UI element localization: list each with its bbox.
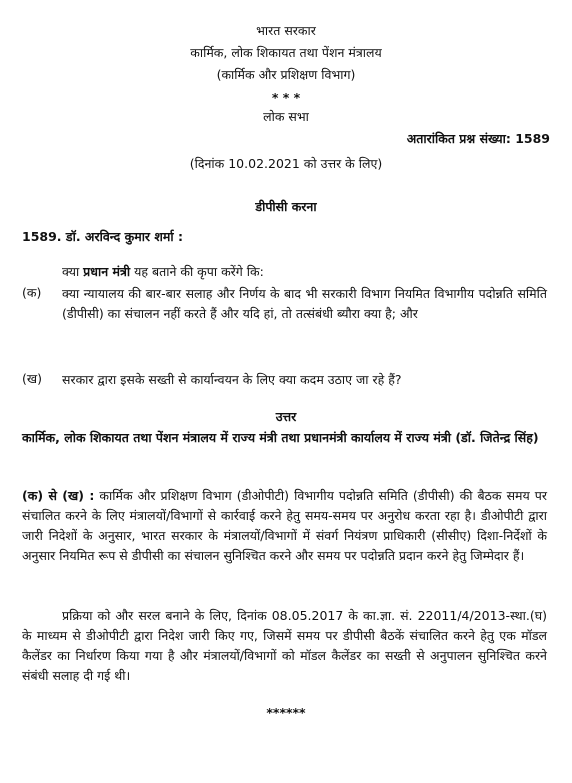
- subject-title: डीपीसी करना: [255, 199, 317, 214]
- item-text-ka: क्या न्यायालय की बार-बार सलाह और निर्णय के बाद भी सरकारी विभाग नियमित विभागीय पदोन्नति समिति (डीपीसी) का संचालन नहीं करते हैं और यदि हां, तो तत्संबंधी ब्यौरा क्या है; और: [62, 286, 547, 321]
- ministry-line: कार्मिक, लोक शिकायत तथा पेंशन मंत्रालय: [190, 45, 382, 60]
- item-label-kha: (ख): [22, 371, 42, 386]
- answer-heading: उत्तर: [275, 409, 297, 424]
- house-name: लोक सभा: [263, 109, 309, 124]
- govt-line: भारत सरकार: [256, 23, 316, 38]
- answer-date: (दिनांक 10.02.2021 को उत्तर के लिए): [189, 156, 383, 171]
- question-intro: क्या प्रधान मंत्री यह बताने की कृपा करेंगे कि:: [62, 264, 264, 279]
- question-member: 1589. डॉ. अरविन्द कुमार शर्मा :: [22, 229, 183, 244]
- item-label-ka: (क): [22, 285, 42, 300]
- department-line: (कार्मिक और प्रशिक्षण विभाग): [216, 67, 356, 82]
- answer-paragraph-2: प्रक्रिया को और सरल बनाने के लिए, दिनांक 08.05.2017 के का.ज्ञा. सं. 22011/4/2013-स्था.(घ) के माध्यम से डीओपीटी द्वारा निदेश जारी किए गए, जिसमें समय पर डीपीसी बैठकें संचालित करने हेतु एक मॉडल कैलेंडर का निर्धारण किया गया है और मंत्रालयों/विभागों को मॉडल कैलेंडर का सख्ती से अनुपालन सुनिश्चित करने संबंधी सलाह दी गई थी।: [22, 608, 547, 683]
- answer-paragraph-1: (क) से (ख) : कार्मिक और प्रशिक्षण विभाग (डीओपीटी) विभागीय पदोन्नति समिति (डीपीसी) की बैठक समय पर संचालित करने के लिए मंत्रालयों/विभागों से कार्रवाई करने हेतु समय-समय पर अनुरोध करता रहा है। डीओपीटी द्वारा जारी निदेशों के अनुसार, भारत सरकार के मंत्रालयों/विभागों में संवर्ग नियंत्रण प्राधिकारी (सीसीए) दिशा-निर्देशों के अनुसार नियमित रूप से डीपीसी का संचालन सुनिश्चित करने और समय पर पदोन्नति प्रदान करने हेतु जिम्मेदार हैं।: [22, 488, 547, 563]
- minister-name: कार्मिक, लोक शिकायत तथा पेंशन मंत्रालय में राज्य मंत्री तथा प्रधानमंत्री कार्यालय में राज्य मंत्री (डॉ. जितेन्द्र सिंह): [22, 430, 539, 445]
- separator-stars: * * *: [271, 90, 301, 105]
- end-stars: ******: [266, 705, 306, 720]
- question-number: अतारांकित प्रश्न संख्या: 1589: [406, 131, 550, 146]
- item-text-kha: सरकार द्वारा इसके सख्ती से कार्यान्वयन के लिए क्या कदम उठाए जा रहे हैं?: [62, 372, 402, 387]
